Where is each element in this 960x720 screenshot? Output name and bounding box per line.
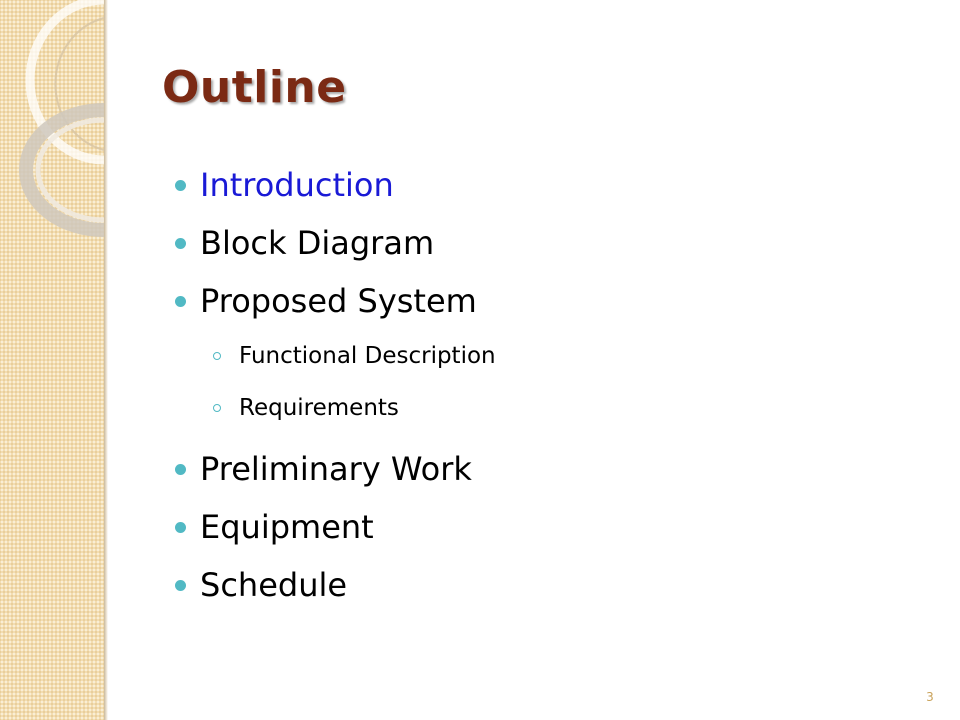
sub-bullet-icon — [213, 352, 221, 360]
outline-item-introduction — [175, 166, 394, 204]
bullet-icon — [175, 180, 186, 191]
outline-subitem-functional-description — [213, 343, 496, 369]
bullet-icon — [175, 522, 186, 533]
bullet-icon — [175, 464, 186, 475]
decorative-rings — [0, 0, 200, 260]
outline-item-schedule — [175, 566, 347, 604]
bullet-icon — [175, 296, 186, 307]
outline-item-label: Block Diagram — [200, 224, 435, 262]
outline-item-label: Proposed System — [200, 282, 477, 320]
outline-subitem-label: Requirements — [239, 395, 399, 421]
outline-subitem-requirements — [213, 395, 399, 421]
outline-item-preliminary-work — [175, 450, 472, 488]
outline-item-label: Preliminary Work — [200, 450, 472, 488]
bullet-icon — [175, 238, 186, 249]
outline-item-label: Introduction — [200, 166, 394, 204]
bullet-icon — [175, 580, 186, 591]
outline-item-block-diagram — [175, 224, 434, 262]
outline-subitem-label: Functional Description — [239, 343, 496, 369]
outline-item-proposed-system — [175, 282, 477, 320]
outline-item-label: Equipment — [200, 508, 374, 546]
sub-bullet-icon — [213, 404, 221, 412]
outline-item-label: Schedule — [200, 566, 348, 604]
slide-title: Outline — [162, 62, 347, 113]
outline-item-equipment — [175, 508, 374, 546]
slide-number: 3 — [926, 690, 934, 704]
